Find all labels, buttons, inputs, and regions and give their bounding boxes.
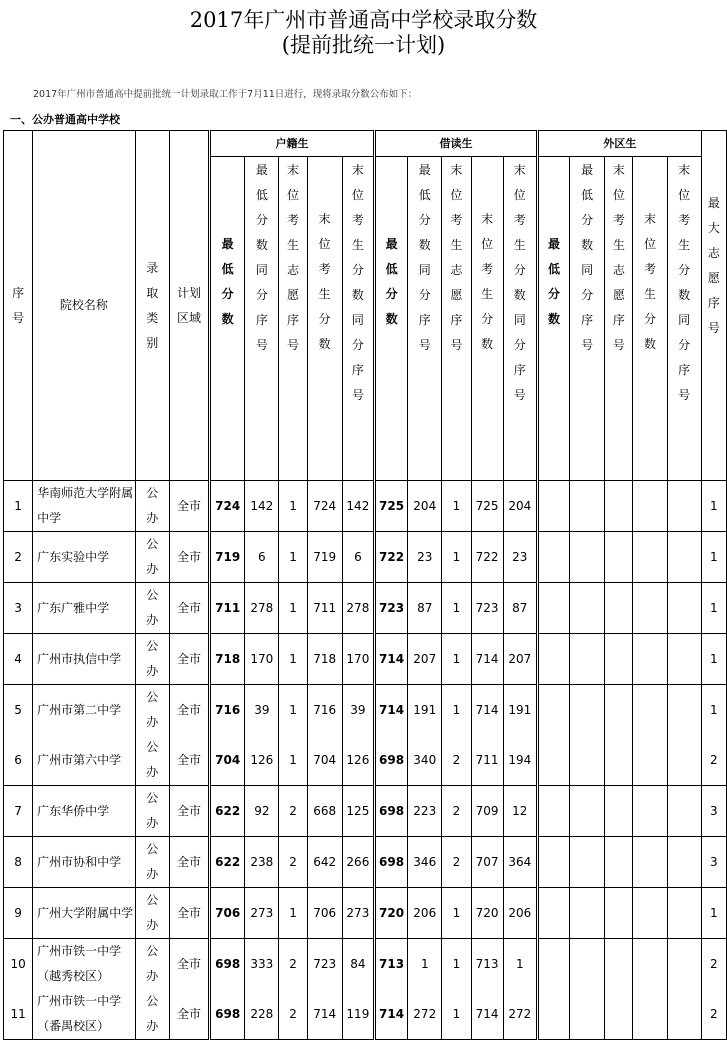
cell-score: 720: [471, 888, 503, 939]
cell-score: 2: [442, 735, 471, 786]
header-text: 最大志愿序号: [707, 196, 720, 335]
cell-empty: [570, 532, 605, 583]
cell-score: 194: [503, 735, 537, 786]
cell-empty: [537, 888, 569, 939]
score-table: [3, 130, 727, 1040]
cell-empty: [633, 532, 667, 583]
table-row: [4, 532, 727, 583]
cell-score: 714: [471, 634, 503, 685]
cell-empty: [605, 583, 633, 634]
cell-school-name: 广州市铁一中学（越秀校区）: [33, 939, 136, 990]
cell-score: 724: [307, 481, 342, 532]
cell-score: 126: [342, 735, 374, 786]
cell-score: 698: [375, 786, 408, 837]
cell-score: 706: [307, 888, 342, 939]
title-line-1: 2017年广州市普通高中学校录取分数: [189, 8, 538, 32]
cell-school-name: 广东实验中学: [33, 532, 136, 583]
cell-empty: [667, 735, 701, 786]
cell-empty: [633, 786, 667, 837]
cell-score: 278: [342, 583, 374, 634]
cell-score: 668: [307, 786, 342, 837]
cell-score: 2: [279, 837, 307, 888]
header-name: 院校名称: [33, 131, 136, 481]
cell-score: 1: [279, 735, 307, 786]
cell-score: 711: [307, 583, 342, 634]
cell-empty: [667, 532, 701, 583]
cell-school-name: 广州市第二中学: [33, 685, 136, 736]
header-text: 最低分数: [221, 237, 234, 326]
cell-score: 238: [245, 837, 279, 888]
cell-score: 714: [375, 989, 408, 1040]
header-type: [135, 131, 169, 481]
header-group: 借读生: [375, 131, 538, 157]
table-row: [4, 583, 727, 634]
cell-empty: [570, 837, 605, 888]
cell-type: [135, 532, 169, 583]
cell-empty: [633, 634, 667, 685]
section-heading: 一、公办普通高中学校: [10, 113, 120, 126]
cell-max-pref: 1: [701, 685, 726, 736]
table-row: [4, 888, 727, 939]
cell-empty: [570, 735, 605, 786]
cell-score: 2: [442, 837, 471, 888]
cell-score: 92: [245, 786, 279, 837]
cell-empty: [570, 685, 605, 736]
header-sub: [307, 157, 342, 481]
header-sub: [342, 157, 374, 481]
cell-empty: [667, 786, 701, 837]
cell-type-text: 公办: [146, 994, 159, 1033]
cell-score: 698: [210, 939, 245, 990]
cell-score: 723: [471, 583, 503, 634]
header-sub: [279, 157, 307, 481]
table-row: [4, 481, 727, 532]
cell-score: 704: [210, 735, 245, 786]
cell-type-text: 公办: [146, 537, 159, 576]
cell-empty: [633, 837, 667, 888]
cell-empty: [633, 583, 667, 634]
cell-seq: 1: [4, 481, 33, 532]
cell-type-text: 公办: [146, 944, 159, 983]
header-group: 外区生: [537, 131, 701, 157]
cell-score: 87: [408, 583, 442, 634]
cell-school-name: 广东华侨中学: [33, 786, 136, 837]
header-text: 末位考生分数同分序号: [351, 163, 364, 402]
cell-score: 719: [210, 532, 245, 583]
cell-empty: [605, 685, 633, 736]
cell-seq: 4: [4, 634, 33, 685]
cell-seq: 11: [4, 989, 33, 1040]
cell-type-text: 公办: [146, 791, 159, 830]
header-sub: [210, 157, 245, 481]
cell-type-text: 公办: [146, 893, 159, 932]
table-row: [4, 837, 727, 888]
cell-score: 2: [279, 939, 307, 990]
header-text: 末位考生分数同分序号: [513, 163, 526, 402]
cell-max-pref: 2: [701, 939, 726, 990]
cell-type: [135, 685, 169, 736]
cell-school-name: 广东广雅中学: [33, 583, 136, 634]
cell-empty: [605, 837, 633, 888]
cell-type: [135, 583, 169, 634]
cell-score: 142: [245, 481, 279, 532]
cell-score: 1: [442, 481, 471, 532]
header-sub: [605, 157, 633, 481]
cell-type: [135, 888, 169, 939]
cell-empty: [570, 888, 605, 939]
cell-area: 全市: [169, 735, 209, 786]
cell-score: 723: [307, 939, 342, 990]
cell-seq: 7: [4, 786, 33, 837]
cell-empty: [667, 939, 701, 990]
cell-score: 126: [245, 735, 279, 786]
cell-score: 698: [375, 837, 408, 888]
table-row: [4, 735, 727, 786]
cell-empty: [537, 989, 569, 1040]
cell-score: 170: [342, 634, 374, 685]
cell-type-text: 公办: [146, 842, 159, 881]
header-max-pref: [701, 131, 726, 481]
cell-empty: [605, 532, 633, 583]
cell-score: 1: [279, 634, 307, 685]
cell-empty: [570, 583, 605, 634]
cell-score: 2: [279, 786, 307, 837]
cell-max-pref: 1: [701, 481, 726, 532]
cell-area: 全市: [169, 786, 209, 837]
cell-score: 2: [279, 989, 307, 1040]
cell-type: [135, 837, 169, 888]
cell-score: 1: [442, 888, 471, 939]
cell-area: 全市: [169, 888, 209, 939]
cell-max-pref: 1: [701, 634, 726, 685]
cell-score: 340: [408, 735, 442, 786]
header-text: 末位考生分数同分序号: [678, 163, 691, 402]
cell-score: 704: [307, 735, 342, 786]
cell-seq: 2: [4, 532, 33, 583]
cell-score: 273: [245, 888, 279, 939]
cell-empty: [537, 735, 569, 786]
cell-score: 711: [210, 583, 245, 634]
cell-score: 719: [307, 532, 342, 583]
header-sub: [375, 157, 408, 481]
cell-max-pref: 2: [701, 989, 726, 1040]
cell-empty: [605, 634, 633, 685]
cell-empty: [605, 939, 633, 990]
table-row: [4, 939, 727, 990]
cell-type: [135, 735, 169, 786]
cell-area: 全市: [169, 532, 209, 583]
cell-empty: [633, 685, 667, 736]
cell-score: 722: [471, 532, 503, 583]
header-text: 最低分数同分序号: [255, 163, 268, 352]
header-group: 户籍生: [210, 131, 375, 157]
cell-score: 713: [471, 939, 503, 990]
cell-score: 273: [342, 888, 374, 939]
cell-score: 698: [375, 735, 408, 786]
header-area: [169, 131, 209, 481]
cell-max-pref: 3: [701, 786, 726, 837]
cell-score: 346: [408, 837, 442, 888]
table-row: [4, 685, 727, 736]
cell-score: 714: [375, 685, 408, 736]
cell-score: 2: [442, 786, 471, 837]
cell-score: 1: [408, 939, 442, 990]
header-sub: [537, 157, 569, 481]
cell-score: 622: [210, 786, 245, 837]
cell-score: 718: [307, 634, 342, 685]
cell-type-text: 公办: [146, 486, 159, 525]
cell-max-pref: 3: [701, 837, 726, 888]
cell-score: 1: [279, 583, 307, 634]
header-seq: [4, 131, 33, 481]
cell-score: 706: [210, 888, 245, 939]
cell-score: 709: [471, 786, 503, 837]
cell-score: 725: [471, 481, 503, 532]
cell-area: 全市: [169, 634, 209, 685]
table-row: [4, 989, 727, 1040]
cell-score: 206: [503, 888, 537, 939]
header-sub: [471, 157, 503, 481]
cell-score: 642: [307, 837, 342, 888]
cell-max-pref: 1: [701, 888, 726, 939]
header-text: 末位考生分数: [481, 212, 494, 351]
cell-empty: [537, 481, 569, 532]
cell-type: [135, 939, 169, 990]
cell-score: 23: [503, 532, 537, 583]
cell-max-pref: 1: [701, 583, 726, 634]
cell-empty: [570, 481, 605, 532]
cell-empty: [570, 939, 605, 990]
cell-empty: [537, 786, 569, 837]
header-text: 最低分数: [385, 237, 398, 326]
cell-seq: 3: [4, 583, 33, 634]
cell-score: 170: [245, 634, 279, 685]
cell-score: 333: [245, 939, 279, 990]
cell-score: 142: [342, 481, 374, 532]
cell-score: 191: [503, 685, 537, 736]
cell-seq: 8: [4, 837, 33, 888]
cell-score: 1: [442, 685, 471, 736]
header-sub: [442, 157, 471, 481]
cell-empty: [667, 583, 701, 634]
cell-score: 125: [342, 786, 374, 837]
cell-seq: 6: [4, 735, 33, 786]
cell-empty: [570, 989, 605, 1040]
cell-seq: 9: [4, 888, 33, 939]
cell-empty: [667, 989, 701, 1040]
cell-empty: [633, 888, 667, 939]
header-sub: [570, 157, 605, 481]
cell-empty: [633, 989, 667, 1040]
cell-area: 全市: [169, 837, 209, 888]
cell-score: 191: [408, 685, 442, 736]
cell-score: 714: [471, 989, 503, 1040]
title-line-2: (提前批统一计划): [281, 33, 446, 57]
cell-empty: [667, 837, 701, 888]
cell-empty: [633, 939, 667, 990]
header-sub: [503, 157, 537, 481]
header-text: 计划区域: [176, 285, 201, 325]
cell-score: 207: [408, 634, 442, 685]
cell-score: 39: [245, 685, 279, 736]
cell-school-name: 华南师范大学附属中学: [33, 481, 136, 532]
cell-empty: [537, 837, 569, 888]
cell-score: 718: [210, 634, 245, 685]
header-text: 末位考生分数: [643, 212, 656, 351]
cell-area: 全市: [169, 685, 209, 736]
cell-score: 711: [471, 735, 503, 786]
cell-score: 1: [279, 481, 307, 532]
cell-score: 716: [307, 685, 342, 736]
cell-score: 272: [503, 989, 537, 1040]
cell-type: [135, 634, 169, 685]
cell-score: 720: [375, 888, 408, 939]
cell-empty: [605, 481, 633, 532]
cell-score: 1: [442, 532, 471, 583]
cell-score: 87: [503, 583, 537, 634]
cell-score: 6: [245, 532, 279, 583]
cell-school-name: 广州大学附属中学: [33, 888, 136, 939]
cell-score: 714: [307, 989, 342, 1040]
cell-score: 714: [375, 634, 408, 685]
page-title: [0, 8, 727, 58]
cell-score: 1: [279, 532, 307, 583]
cell-score: 698: [210, 989, 245, 1040]
cell-empty: [537, 532, 569, 583]
cell-score: 1: [442, 583, 471, 634]
cell-score: 228: [245, 989, 279, 1040]
cell-empty: [570, 786, 605, 837]
cell-score: 364: [503, 837, 537, 888]
header-sub: [667, 157, 701, 481]
cell-max-pref: 1: [701, 532, 726, 583]
header-text: 最低分数同分序号: [418, 163, 431, 352]
table-row: [4, 786, 727, 837]
cell-score: 725: [375, 481, 408, 532]
cell-score: 204: [408, 481, 442, 532]
table-row: [4, 634, 727, 685]
header-text: 末位考生志愿序号: [450, 163, 463, 352]
cell-type-text: 公办: [146, 740, 159, 779]
cell-score: 207: [503, 634, 537, 685]
cell-school-name: 广州市协和中学: [33, 837, 136, 888]
cell-score: 707: [471, 837, 503, 888]
cell-score: 223: [408, 786, 442, 837]
cell-type-text: 公办: [146, 639, 159, 678]
cell-type-text: 公办: [146, 588, 159, 627]
cell-score: 622: [210, 837, 245, 888]
header-sub: [633, 157, 667, 481]
cell-type-text: 公办: [146, 690, 159, 729]
cell-score: 716: [210, 685, 245, 736]
cell-empty: [537, 634, 569, 685]
cell-score: 23: [408, 532, 442, 583]
header-text: 末位考生志愿序号: [612, 163, 625, 352]
cell-seq: 5: [4, 685, 33, 736]
cell-type: [135, 481, 169, 532]
cell-max-pref: 2: [701, 735, 726, 786]
cell-score: 84: [342, 939, 374, 990]
cell-school-name: 广州市执信中学: [33, 634, 136, 685]
intro-text: 2017年广州市普通高中提前批统一计划录取工作于7月11日进行，现将录取分数公布如下：: [33, 89, 418, 100]
header-text: 末位考生分数: [318, 212, 331, 351]
cell-empty: [570, 634, 605, 685]
header-text: 最低分数: [547, 237, 560, 326]
cell-score: 206: [408, 888, 442, 939]
cell-empty: [537, 939, 569, 990]
header-sub: [408, 157, 442, 481]
cell-type: [135, 989, 169, 1040]
cell-score: 723: [375, 583, 408, 634]
cell-score: 119: [342, 989, 374, 1040]
cell-school-name: 广州市第六中学: [33, 735, 136, 786]
cell-score: 714: [471, 685, 503, 736]
cell-school-name: 广州市铁一中学（番禺校区）: [33, 989, 136, 1040]
cell-score: 1: [279, 888, 307, 939]
header-text: 最低分数同分序号: [581, 163, 594, 352]
cell-score: 272: [408, 989, 442, 1040]
cell-empty: [667, 685, 701, 736]
cell-empty: [633, 481, 667, 532]
cell-score: 724: [210, 481, 245, 532]
cell-empty: [667, 888, 701, 939]
cell-empty: [605, 989, 633, 1040]
cell-empty: [605, 786, 633, 837]
cell-empty: [667, 481, 701, 532]
cell-score: 1: [442, 939, 471, 990]
cell-empty: [537, 583, 569, 634]
cell-empty: [605, 735, 633, 786]
cell-empty: [537, 685, 569, 736]
cell-empty: [667, 634, 701, 685]
cell-area: 全市: [169, 939, 209, 990]
cell-seq: 10: [4, 939, 33, 990]
cell-score: 6: [342, 532, 374, 583]
cell-score: 12: [503, 786, 537, 837]
cell-score: 266: [342, 837, 374, 888]
cell-area: 全市: [169, 583, 209, 634]
cell-score: 278: [245, 583, 279, 634]
cell-score: 39: [342, 685, 374, 736]
cell-score: 1: [442, 634, 471, 685]
cell-score: 204: [503, 481, 537, 532]
cell-empty: [633, 735, 667, 786]
cell-empty: [605, 888, 633, 939]
cell-score: 1: [279, 685, 307, 736]
header-text: 录取类别: [146, 260, 159, 350]
cell-type: [135, 786, 169, 837]
cell-score: 713: [375, 939, 408, 990]
cell-score: 1: [442, 989, 471, 1040]
header-sub: [245, 157, 279, 481]
header-text: 序号: [12, 285, 25, 325]
cell-score: 1: [503, 939, 537, 990]
header-text: 末位考生志愿序号: [286, 163, 299, 352]
cell-score: 722: [375, 532, 408, 583]
cell-area: 全市: [169, 989, 209, 1040]
cell-area: 全市: [169, 481, 209, 532]
